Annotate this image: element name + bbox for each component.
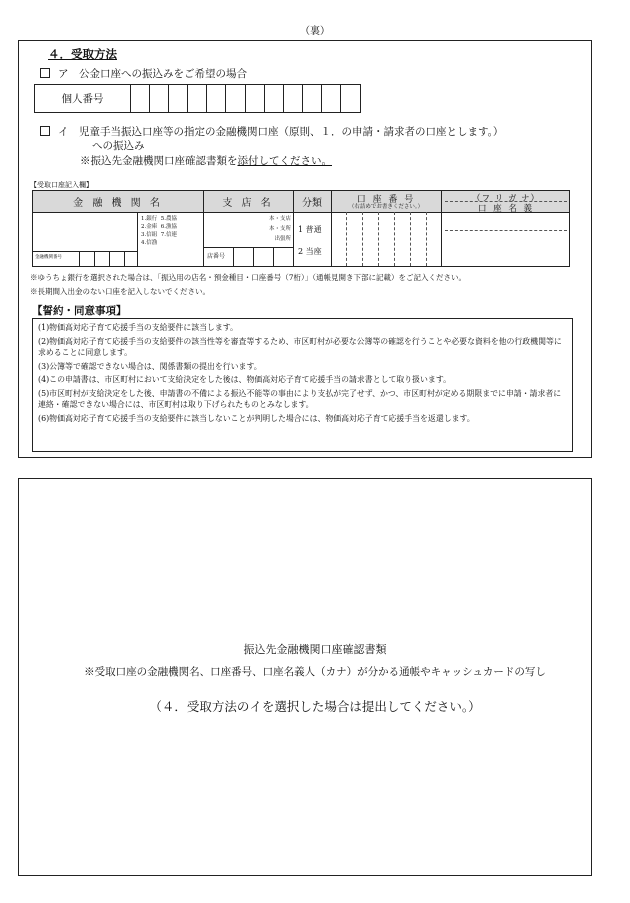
dormant-account-note: ※長期間入出金のない口座を記入しないでください。 (30, 287, 210, 296)
option-a-row (40, 66, 247, 81)
my-number-digit-box[interactable] (322, 85, 341, 112)
my-number-digit-box[interactable] (341, 85, 360, 112)
attach-note (80, 153, 332, 168)
attachment-description: ※受取口座の金融機関名、口座番号、口座名義人（カナ）が分かる通帳やキャッシュカードの写し (84, 666, 546, 678)
branch-type-3: 出張所 (274, 236, 291, 242)
option-i-label-cont: への振込み (92, 140, 145, 152)
my-number-label: 個人番号 (35, 85, 131, 112)
pledge-item: (5)市区町村が支給決定をした後、申請書の不備による振込不能等の事由により支払が完了せず、かつ、市区町村が定める期限までに申請・請求者に連絡・確認できない場合には、市区町村は取り下げられたものとみなします。 (38, 389, 562, 410)
bank-number-box[interactable] (79, 251, 80, 267)
branch-number-box[interactable] (273, 247, 274, 267)
bank-number-label: 金融機関番号 (35, 255, 62, 260)
option-i-checkbox[interactable] (40, 126, 50, 136)
header-bank-name: 金 融 機 関 名 (73, 198, 163, 209)
attach-note-prefix: ※振込先金融機関口座確認書類を (80, 155, 238, 167)
branch-type-1: 本・支店 (268, 216, 291, 222)
account-digit-divider (362, 212, 363, 266)
bank-types-row4: 4.信漁 (141, 240, 158, 246)
section-title: ４．受取方法 (48, 47, 117, 61)
attachment-title: 振込先金融機関口座確認書類 (243, 643, 387, 656)
pledge-item: (2)物価高対応子育て応援手当の支給要件の該当性等を審査等するため、市区町村が必要な公簿等の確認を行うことや必要な資料を他の行政機関等に求めることに同意します。 (38, 336, 562, 357)
my-number-digit-box[interactable] (207, 85, 226, 112)
pledge-item: (6)物価高対応子育て応援手当の支給要件に該当しないことが判明した場合には、物価高対応子育て応援手当を返還します。 (38, 413, 475, 423)
header-branch-name: 支 店 名 (222, 198, 274, 209)
header-type: 分類 (302, 198, 322, 209)
my-number-digit-box[interactable] (150, 85, 169, 112)
branch-number-label: 店番号 (207, 253, 226, 260)
account-table-title: 【受取口座記入欄】 (30, 181, 93, 189)
branch-type-2: 本・支所 (268, 226, 291, 232)
pledge-box (32, 318, 573, 452)
bank-number-box[interactable] (124, 251, 125, 267)
my-number-digit-box[interactable] (226, 85, 245, 112)
my-number-digit-box[interactable] (303, 85, 322, 112)
bank-number-box[interactable] (94, 251, 95, 267)
account-digit-divider (410, 212, 411, 266)
bank-number-box[interactable] (109, 251, 110, 267)
page-side-label: （裏） (300, 26, 330, 37)
my-number-digit-box[interactable] (246, 85, 265, 112)
pledge-title: 【誓約・同意事項】 (32, 305, 127, 317)
option-i-row (40, 124, 503, 139)
option-a-checkbox[interactable] (40, 68, 50, 78)
option-a-label: ア 公金口座への振込みをご希望の場合 (58, 68, 247, 80)
bank-types-row3: 3.信組 7.信連 (141, 232, 177, 238)
account-digit-divider (394, 212, 395, 266)
header-account-holder: 口 座 名 義 (477, 204, 535, 214)
pledge-item: (3)公簿等で確認できない場合は、関係書類の提出を行います。 (38, 361, 262, 371)
account-digit-divider (346, 212, 347, 266)
account-type-ordinary[interactable]: 1 普通 (298, 225, 322, 234)
header-account-number-note: （右詰めでお書きください。） (348, 204, 424, 210)
furigana-divider (445, 230, 567, 231)
my-number-digit-box[interactable] (188, 85, 207, 112)
account-entry-table (32, 190, 570, 267)
my-number-digit-box[interactable] (284, 85, 303, 112)
yucho-note: ※ゆうちょ銀行を選択された場合は、「振込用の店名・預金種目・口座番号（7桁）」（通帳見開き下部に記載）をご記入ください。 (30, 273, 467, 282)
my-number-digit-box[interactable] (131, 85, 150, 112)
attachment-instruction: （４．受取方法のイを選択した場合は提出してください。） (149, 699, 481, 714)
option-i-label: イ 児童手当振込口座等の指定の金融機関口座（原則、１．の申請・請求者の口座とします。） (58, 126, 504, 138)
my-number-digit-box[interactable] (265, 85, 284, 112)
bank-types-row2: 2.金庫 6.漁協 (141, 224, 177, 230)
pledge-item: (1)物価高対応子育て応援手当の支給要件に該当します。 (38, 323, 238, 332)
bank-types-row1: 1.銀行 5.農協 (141, 216, 177, 222)
attach-note-underlined: 添付してください。 (237, 155, 332, 167)
pledge-item: (4)この申請書は、市区町村において支給決定をした後は、物価高対応子育て応援手当の請求書として取り扱います。 (38, 375, 451, 385)
header-furigana: （フ リ ガ ナ） (471, 194, 541, 204)
account-digit-divider (378, 212, 379, 266)
account-digit-divider (426, 212, 427, 266)
my-number-digit-box[interactable] (169, 85, 188, 112)
account-type-checking[interactable]: 2 当座 (298, 247, 322, 256)
my-number-field (34, 84, 361, 113)
branch-number-box[interactable] (253, 247, 254, 267)
branch-number-box[interactable] (233, 247, 234, 267)
header-account-number: 口 座 番 号 (356, 195, 416, 205)
